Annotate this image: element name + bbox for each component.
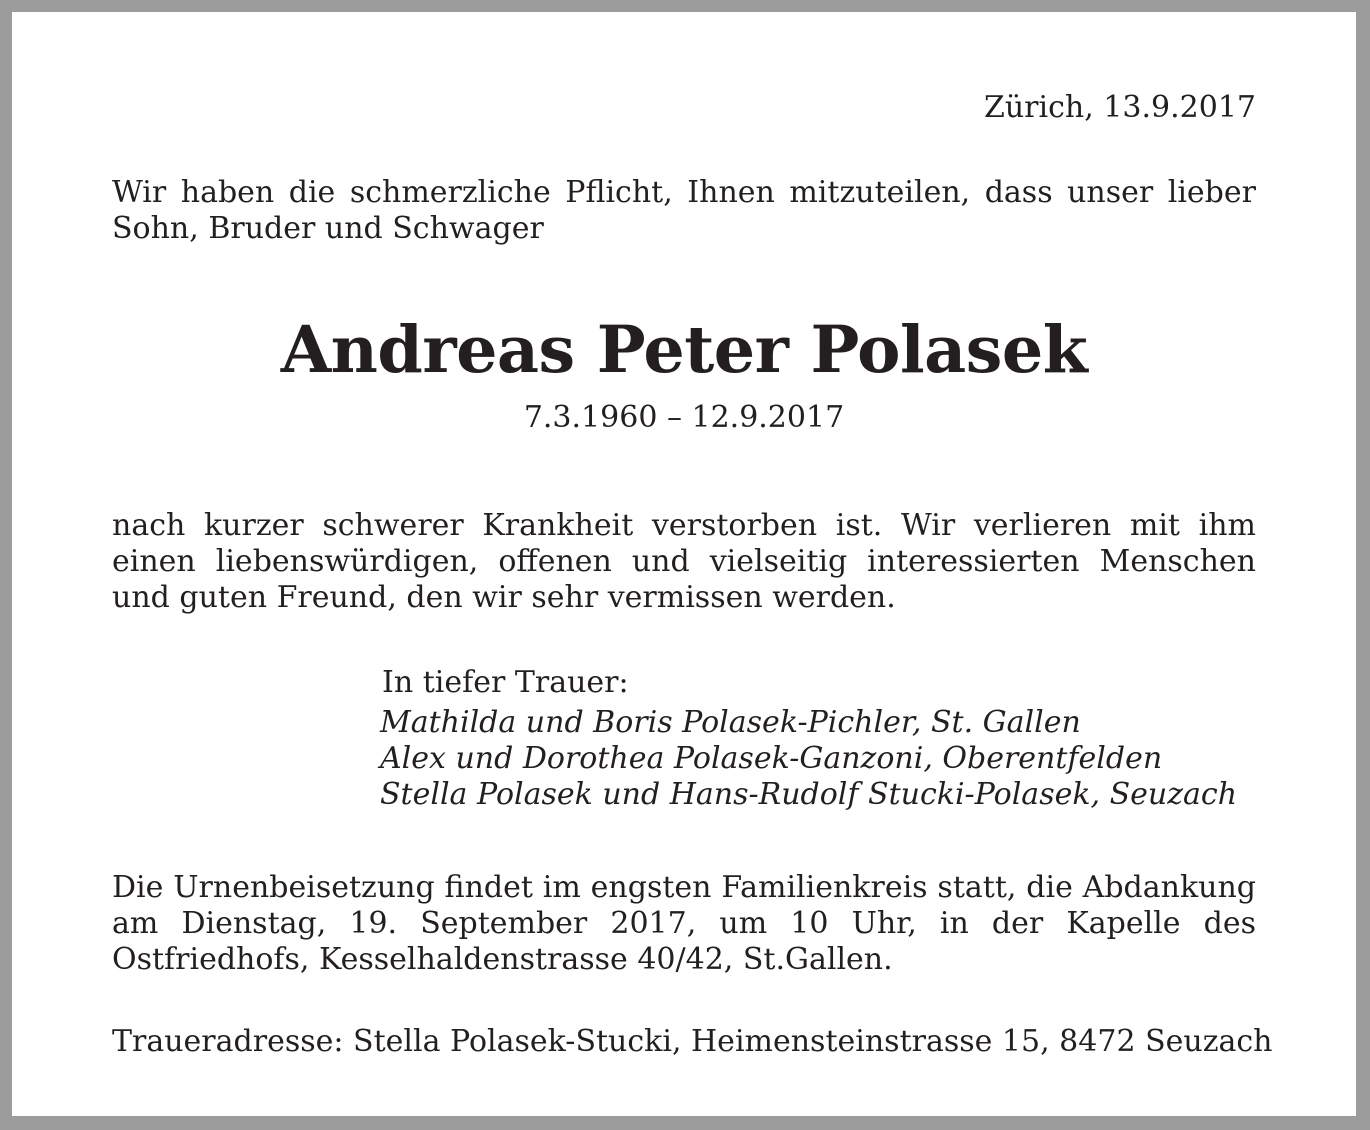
mourning-address: Traueradresse: Stella Polasek-Stucki, Heimensteinstrasse 15, 8472 Seuzach bbox=[112, 1024, 1273, 1059]
place-date: Zürich, 13.9.2017 bbox=[984, 90, 1256, 125]
deceased-name: Andreas Peter Polasek bbox=[280, 312, 1088, 388]
intro-text: Wir haben die schmerzliche Pflicht, Ihnen mitzuteilen, dass unser lieber Sohn, Bruder und Schwager bbox=[112, 175, 1256, 246]
life-dates: 7.3.1960 – 12.9.2017 bbox=[523, 400, 845, 435]
mourner-line: Alex und Dorothea Polasek-Ganzoni, Oberentfelden bbox=[380, 741, 1163, 776]
body-text: nach kurzer schwerer Krankheit verstorben ist. Wir verlieren mit ihm einen liebenswürdigen, offenen und vielseitig interessierten Menschen und guten Freund, den wir sehr vermissen werden. bbox=[112, 508, 1256, 615]
mourning-label: In tiefer Trauer: bbox=[382, 665, 629, 700]
obituary-notice-frame bbox=[12, 12, 1356, 1116]
ceremony-text: Die Urnenbeisetzung findet im engsten Familienkreis statt, die Abdankung am Dienstag, 19. September 2017, um 10 Uhr, in der Kapelle des Ostfriedhofs, Kesselhaldenstrasse 40/42, St.Gallen. bbox=[112, 870, 1256, 977]
mourners-list bbox=[380, 705, 1237, 813]
mourner-line: Stella Polasek und Hans-Rudolf Stucki-Polasek, Seuzach bbox=[380, 777, 1238, 812]
mourner-line: Mathilda und Boris Polasek-Pichler, St. Gallen bbox=[380, 705, 1081, 740]
